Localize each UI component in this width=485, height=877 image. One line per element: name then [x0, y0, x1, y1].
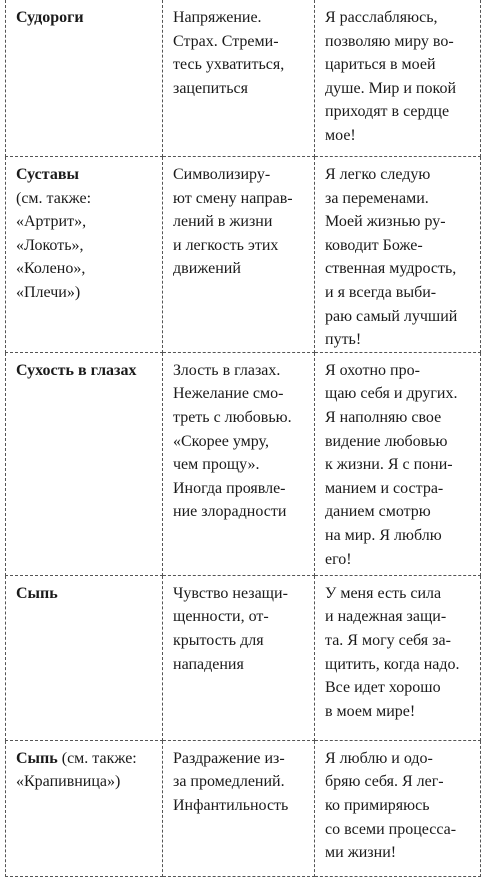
term-label: Сыпь	[16, 584, 58, 602]
cause-line: крытость для	[173, 631, 264, 649]
term-label: Сыпь	[16, 749, 58, 767]
affirmation-cell	[315, 575, 481, 740]
table-row	[6, 575, 481, 740]
cause-line: и легкость этих	[173, 236, 279, 254]
term-note-line: «Локоть»,	[16, 236, 84, 254]
affirmation-line: к жизни. Я с пони-	[325, 456, 453, 474]
affirmation-line: манием и состра-	[325, 479, 444, 497]
affirmation-line: и я всегда выби-	[325, 283, 437, 301]
affirmation-cell	[315, 0, 481, 157]
cause-line: Иногда проявле-	[173, 479, 286, 497]
affirmation-line: его!	[325, 550, 352, 568]
affirmation-line: в моем мире!	[325, 702, 416, 720]
term-note-line: (см. также:	[57, 749, 137, 767]
cause-line: движений	[173, 260, 241, 278]
cause-cell	[163, 575, 315, 740]
affirmation-line: мое!	[325, 126, 356, 144]
affirmation-line: ми жизни!	[325, 844, 397, 862]
affirmation-line: Я легко следую	[325, 166, 431, 183]
affirmation-cell	[315, 740, 481, 876]
affirmation-line: раю самый лучший	[325, 307, 458, 325]
term-note-line: «Плечи»)	[16, 283, 81, 301]
affirmation-line: щаю себя и других.	[325, 385, 458, 403]
affirmation-line: Я люблю и одо-	[325, 749, 433, 767]
affirmation-line: ко примиряюсь	[325, 796, 430, 814]
cause-cell	[163, 352, 315, 575]
term-cell	[6, 352, 163, 575]
cause-line: Злость в глазах.	[173, 361, 281, 379]
term-note-line: «Колено»,	[16, 260, 86, 278]
table-row	[6, 157, 481, 353]
term-cell	[6, 0, 163, 157]
cause-cell	[163, 157, 315, 353]
affirmation-line: данием смотрю	[325, 503, 431, 521]
affirmation-line: видение любовью	[325, 432, 448, 450]
affirmation-line: со всеми процесса-	[325, 820, 457, 838]
cause-line: ние злорадности	[173, 503, 287, 521]
cause-line: Нежелание смо-	[173, 385, 284, 403]
term-cell	[6, 740, 163, 876]
term-line	[16, 747, 156, 771]
affirmation-line: Я наполняю свое	[325, 408, 442, 426]
cause-cell	[163, 740, 315, 876]
cause-line: нападения	[173, 655, 244, 673]
affirmation-line: на мир. Я люблю	[325, 526, 442, 544]
cause-line: лений в жизни	[173, 213, 273, 231]
term-note-line: «Артрит»,	[16, 213, 87, 231]
cause-line: Напряжение.	[173, 9, 262, 26]
affirmation-cell	[315, 352, 481, 575]
affirmation-line: приходят в сердце	[325, 103, 450, 121]
table-row	[6, 740, 481, 876]
cause-line: Страх. Стреми-	[173, 32, 279, 50]
affirmation-line: ководит Боже-	[325, 236, 423, 254]
cause-line: Чувство незащи-	[173, 584, 288, 602]
affirmation-line: Я охотно про-	[325, 361, 420, 379]
cause-line: чем прощу».	[173, 456, 260, 474]
cause-line: ют смену направ-	[173, 189, 293, 207]
affirmation-line: щитить, когда надо.	[325, 655, 460, 673]
cause-line: треть с любовью.	[173, 408, 292, 426]
affirmation-line: и надежная защи-	[325, 608, 447, 626]
cause-cell	[163, 0, 315, 157]
term-label: Суставы	[16, 166, 79, 183]
cause-line: Раздражение из-	[173, 749, 285, 767]
affirmation-line: ственная мудрость,	[325, 260, 457, 278]
table-row	[6, 0, 481, 157]
affirmation-line: душе. Мир и покой	[325, 79, 456, 97]
cause-line: щенности, от-	[173, 608, 269, 626]
cause-line: за промедлений.	[173, 773, 285, 791]
affirmation-line: цариться в моей	[325, 56, 436, 74]
affirmation-line: позволяю миру во-	[325, 32, 454, 50]
cause-line: тесь ухватиться,	[173, 56, 285, 74]
term-label: Сухость в глазах	[16, 361, 137, 379]
affirmation-line: бряю себя. Я лег-	[325, 773, 444, 791]
affirmation-line: Все идет хорошо	[325, 679, 441, 697]
cause-line: Инфантильность	[173, 796, 289, 814]
cause-line: Символизиру-	[173, 166, 271, 183]
affirmation-line: Моей жизнью ру-	[325, 213, 446, 231]
affirmation-cell	[315, 157, 481, 353]
affirmation-line: за переменами.	[325, 189, 429, 207]
affirmation-line: Я расслабляюсь,	[325, 9, 438, 26]
symptoms-table	[5, 0, 481, 877]
cause-line: зацепиться	[173, 79, 248, 97]
term-cell	[6, 575, 163, 740]
term-note-line: «Крапивница»)	[16, 773, 121, 791]
term-label: Судороги	[16, 9, 84, 26]
affirmation-line: та. Я могу себя за-	[325, 631, 451, 649]
term-note-line: (см. также:	[16, 189, 92, 207]
term-cell	[6, 157, 163, 353]
table-row	[6, 352, 481, 575]
cause-line: «Скорее умру,	[173, 432, 269, 450]
affirmation-line: У меня есть сила	[325, 584, 442, 602]
affirmation-line: путь!	[325, 331, 362, 349]
